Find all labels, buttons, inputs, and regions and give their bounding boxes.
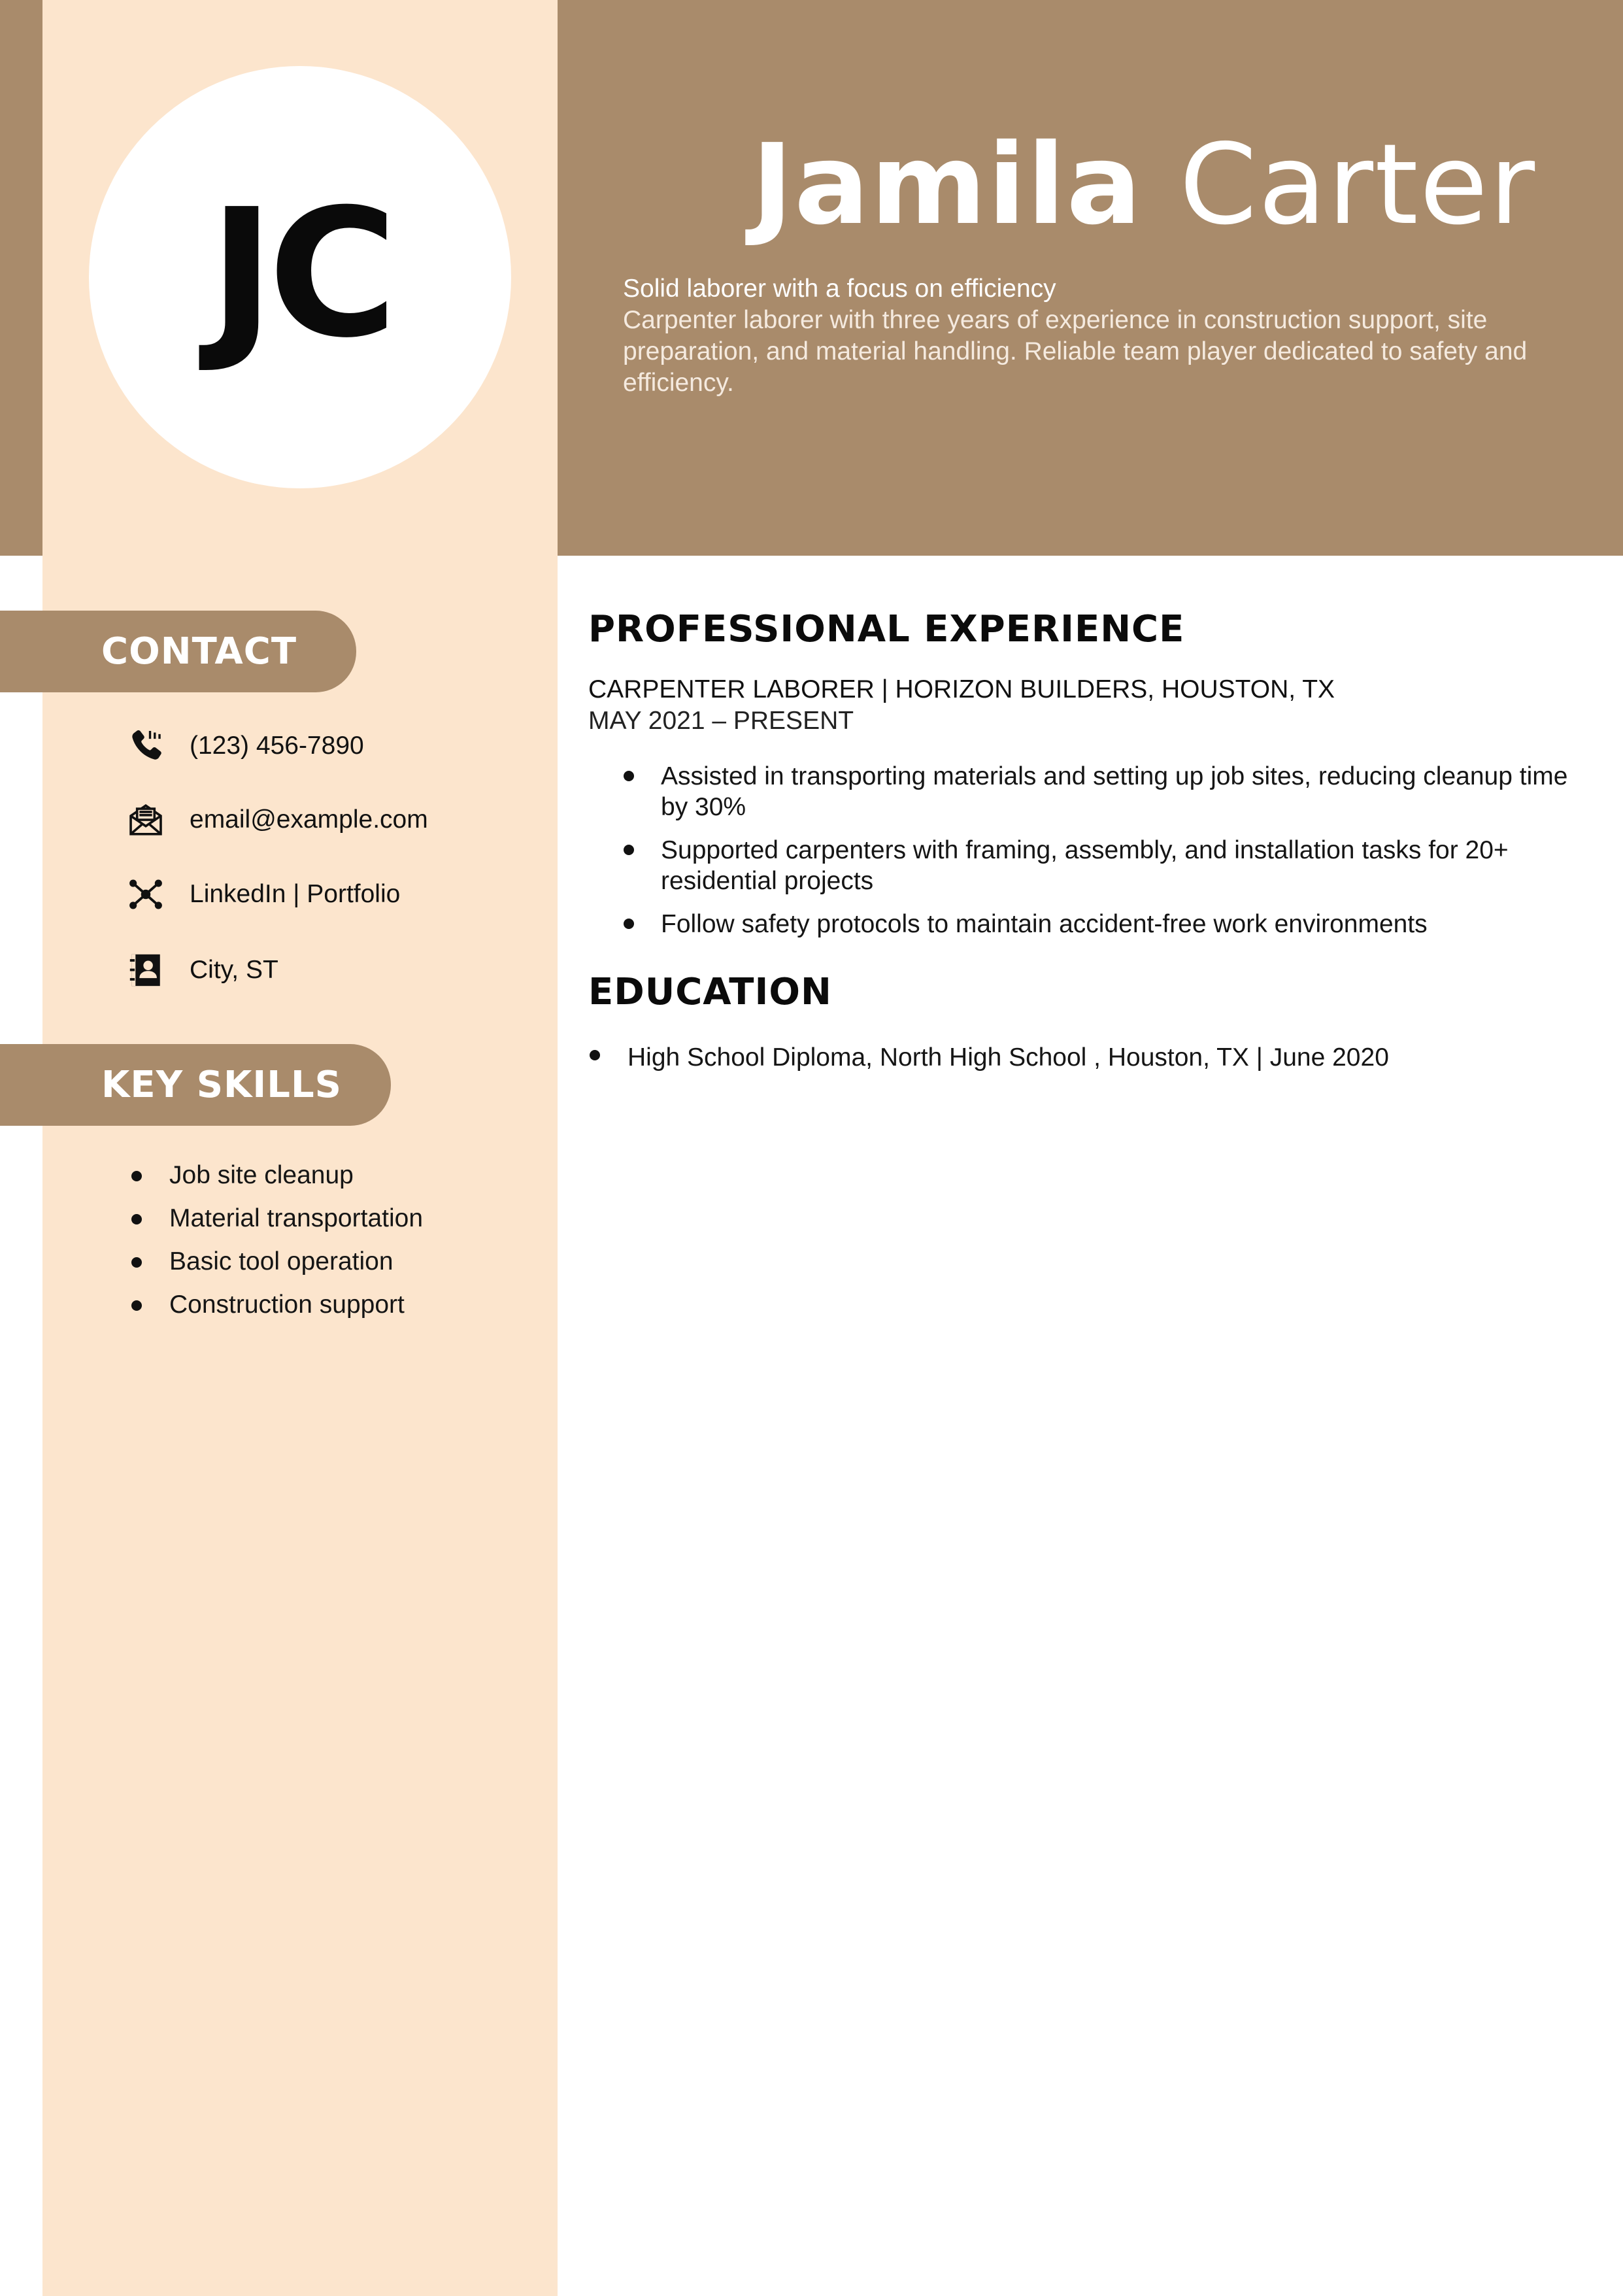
- tagline: Solid laborer with a focus on efficiency: [623, 275, 1056, 303]
- skill-item: Material transportation: [127, 1199, 546, 1242]
- monogram-circle: [89, 66, 511, 488]
- contact-location: [125, 947, 278, 993]
- skills-list: [127, 1156, 546, 1328]
- phone-number: (123) 456-7890: [190, 732, 364, 760]
- skills-heading: KEY SKILLS: [101, 1064, 342, 1106]
- phone-icon: [125, 726, 166, 766]
- contact-email: [125, 797, 428, 843]
- email-address: email@example.com: [190, 805, 428, 834]
- skill-item: Basic tool operation: [127, 1242, 546, 1285]
- skills-heading-pill: [0, 1044, 391, 1126]
- skill-item: Construction support: [127, 1285, 546, 1328]
- job-bullets: [624, 761, 1578, 952]
- monogram: JC: [209, 171, 392, 377]
- job-bullet: Assisted in transporting materials and setting up job sites, reducing cleanup time by 30%: [624, 761, 1578, 822]
- contact-links: [125, 871, 400, 917]
- candidate-name: [719, 120, 1569, 250]
- contact-heading: CONTACT: [101, 630, 297, 673]
- last-name: Carter: [1179, 120, 1537, 250]
- contact-heading-pill: [0, 611, 356, 692]
- job-title: CARPENTER LABORER | HORIZON BUILDERS, HOUSTON, TX: [588, 675, 1335, 703]
- first-name: Jamila: [751, 120, 1143, 250]
- envelope-icon: [125, 800, 166, 840]
- summary: Carpenter laborer with three years of experience in construction support, site preparation, and material handling. Reliable team player dedicated to safety and efficiency.: [623, 306, 1528, 397]
- location-text: City, ST: [190, 956, 278, 984]
- contact-card-icon: [125, 950, 166, 990]
- job-bullet: Follow safety protocols to maintain accident-free work environments: [624, 909, 1578, 939]
- network-icon: [125, 874, 166, 915]
- education-item: High School Diploma, North High School , Houston, TX | June 2020: [588, 1042, 1569, 1073]
- contact-phone: [125, 723, 364, 769]
- links-text: LinkedIn | Portfolio: [190, 880, 401, 908]
- job-dates: MAY 2021 – PRESENT: [588, 707, 854, 735]
- education-heading: EDUCATION: [588, 971, 832, 1013]
- experience-heading: PROFESSIONAL EXPERIENCE: [588, 608, 1185, 650]
- skill-item: Job site cleanup: [127, 1156, 546, 1199]
- job-bullet: Supported carpenters with framing, assembly, and installation tasks for 20+ residential projects: [624, 835, 1578, 896]
- education-list: [588, 1042, 1569, 1073]
